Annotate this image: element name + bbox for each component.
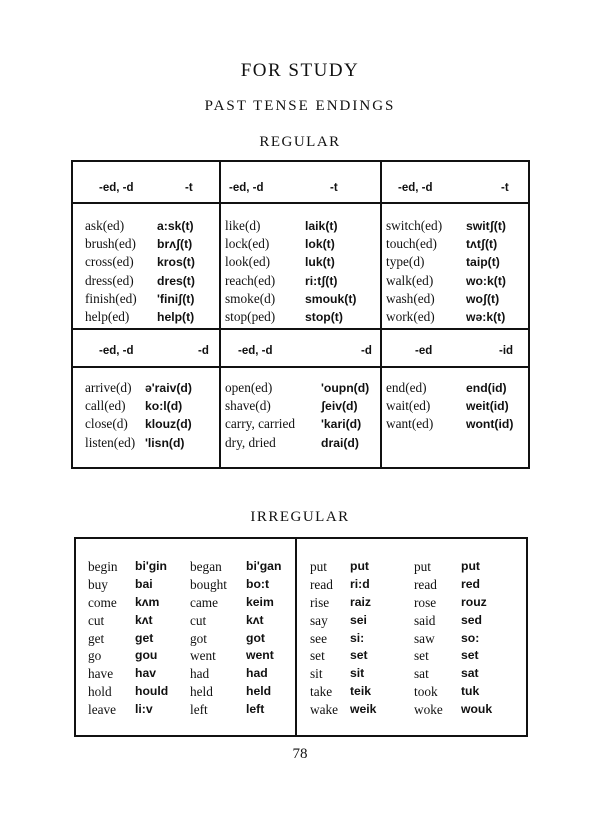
phonetic: put: [350, 559, 369, 573]
phonetic-list: [466, 217, 506, 326]
phonetic: get: [135, 630, 154, 645]
phonetic: klouz(d): [145, 417, 192, 432]
phonetic: 'oupn(d): [321, 381, 370, 395]
word: came: [190, 594, 219, 610]
phonetic: si:: [350, 630, 365, 645]
phonetic-list: [466, 379, 513, 434]
word: take: [310, 684, 333, 700]
phonetic-list: [145, 379, 192, 452]
word: wash(ed): [386, 290, 435, 306]
word: set: [310, 648, 325, 664]
word-list: [85, 379, 135, 452]
phonetic: li:v: [135, 702, 153, 717]
phonetic: 'kari(d): [321, 417, 362, 432]
past-form-list: [414, 558, 443, 719]
phonetic: 'lisn(d): [145, 435, 185, 450]
word: look(ed): [225, 254, 271, 270]
word: listen(ed): [85, 434, 136, 450]
phonetic: help(t): [157, 309, 195, 324]
phonetic-list: [305, 217, 356, 326]
word: call(ed): [85, 398, 126, 414]
phonetic: tʌtʃ(t): [466, 237, 498, 252]
phonetic-list: [157, 217, 195, 326]
word: wake: [310, 702, 339, 718]
phonetic: bo:t: [246, 576, 270, 591]
row-divider: [73, 202, 528, 204]
word: have: [88, 666, 114, 682]
column-header: -ed, -d: [238, 345, 273, 357]
column-header: -d: [198, 345, 209, 357]
phonetic: ko:l(d): [145, 399, 183, 414]
word: begin: [88, 559, 118, 574]
phonetic: keim: [246, 594, 274, 609]
word: cross(ed): [85, 254, 134, 270]
phonetic-list: [461, 558, 492, 719]
phonetic: hav: [135, 666, 157, 681]
word: took: [414, 684, 438, 700]
word: put: [310, 559, 327, 574]
word: go: [88, 648, 102, 664]
word: began: [190, 559, 222, 574]
phonetic: rouz: [461, 594, 487, 609]
word: reach(ed): [225, 272, 276, 288]
regular-heading: REGULAR: [259, 134, 341, 150]
phonetic: a:sk(t): [157, 219, 194, 233]
phonetic: raiz: [350, 594, 372, 609]
phonetic: end(id): [466, 381, 507, 395]
phonetic: went: [246, 648, 274, 663]
phonetic: gou: [135, 648, 158, 663]
phonetic: kros(t): [157, 255, 195, 270]
word: woke: [414, 702, 443, 718]
phonetic: sat: [461, 666, 479, 681]
word: open(ed): [225, 380, 273, 395]
word: read: [310, 576, 333, 592]
word: leave: [88, 702, 117, 718]
phonetic: tuk: [461, 684, 480, 699]
phonetic: stop(t): [305, 309, 343, 324]
column-header: -ed: [415, 345, 433, 357]
phonetic: switʃ(t): [466, 219, 506, 233]
word: rose: [414, 594, 437, 610]
column-header: -id: [499, 345, 514, 357]
phonetic: ə'raiv(d): [145, 381, 192, 395]
phonetic: sed: [461, 612, 483, 627]
phonetic: red: [461, 576, 480, 591]
phonetic-list: [135, 558, 168, 719]
word: sat: [414, 666, 429, 682]
column-header: -t: [185, 182, 193, 194]
word: arrive(d): [85, 380, 132, 395]
phonetic: brʌʃ(t): [157, 237, 193, 252]
phonetic: weik: [350, 702, 377, 717]
phonetic: ri:d: [350, 576, 370, 591]
word: had: [190, 666, 210, 682]
word: get: [88, 630, 105, 646]
column-header: -d: [361, 345, 372, 357]
past-form-list: [190, 558, 227, 719]
page-number: 78: [292, 746, 308, 762]
phonetic-list: [350, 558, 376, 719]
phonetic: ʃeiv(d): [321, 399, 358, 414]
word: cut: [190, 612, 207, 628]
phonetic: bai: [135, 576, 153, 591]
phonetic: weit(id): [466, 399, 509, 414]
phonetic: kʌt: [135, 612, 153, 627]
word: wait(ed): [386, 398, 431, 414]
phonetic: wouk: [461, 702, 493, 717]
phonetic: hould: [135, 684, 169, 699]
phonetic: luk(t): [305, 255, 335, 270]
phonetic: taip(t): [466, 255, 500, 270]
word: cut: [88, 612, 105, 628]
page-title: FOR STUDY: [240, 60, 360, 81]
phonetic: held: [246, 684, 272, 699]
word: went: [190, 648, 216, 664]
phonetic: wo:k(t): [466, 273, 506, 288]
word: sit: [310, 666, 323, 682]
word: set: [414, 648, 429, 664]
phonetic: bi'gan: [246, 559, 282, 573]
word: dress(ed): [85, 272, 134, 288]
word: touch(ed): [386, 236, 437, 252]
phonetic: set: [461, 648, 479, 663]
word: dry, dried: [225, 434, 276, 450]
column-header: -ed, -d: [398, 182, 433, 194]
phonetic: bi'gin: [135, 559, 168, 573]
phonetic: drai(d): [321, 435, 359, 450]
word: rise: [310, 594, 330, 610]
phonetic: lok(t): [305, 237, 335, 252]
phonetic: set: [350, 648, 368, 663]
word: shave(d): [225, 398, 271, 414]
word: carry, carried: [225, 416, 295, 432]
column-header: -ed, -d: [99, 182, 134, 194]
word: bought: [190, 576, 227, 592]
word: come: [88, 594, 117, 610]
word: say: [310, 612, 328, 628]
word-list: [225, 379, 295, 452]
phonetic: wə:k(t): [466, 309, 506, 324]
word: walk(ed): [386, 272, 434, 288]
word: read: [414, 576, 437, 592]
word: put: [414, 559, 431, 574]
row-divider: [73, 366, 528, 368]
phonetic: wont(id): [466, 417, 514, 432]
phonetic: had: [246, 666, 268, 681]
word-list: [85, 217, 137, 326]
word: got: [190, 630, 207, 646]
word: saw: [414, 630, 435, 646]
column-header: -t: [330, 182, 338, 194]
word: smoke(d): [225, 290, 276, 306]
phonetic: left: [246, 702, 265, 717]
phonetic: woʃ(t): [466, 291, 500, 306]
phonetic: kʌt: [246, 612, 264, 627]
word-list: [386, 217, 442, 326]
word: type(d): [386, 254, 425, 270]
irregular-heading: IRREGULAR: [250, 509, 350, 525]
phonetic: sei: [350, 612, 367, 627]
word: said: [414, 612, 436, 628]
phonetic: put: [461, 559, 480, 573]
word: left: [190, 702, 208, 718]
base-form-list: [310, 558, 338, 719]
phonetic: smouk(t): [305, 291, 357, 306]
word: want(ed): [386, 416, 434, 432]
word: close(d): [85, 416, 128, 432]
word: hold: [88, 684, 112, 700]
phonetic: dres(t): [157, 273, 195, 288]
word: buy: [88, 576, 108, 592]
phonetic: 'finiʃ(t): [157, 291, 195, 306]
word: end(ed): [386, 380, 427, 395]
column-divider: [380, 162, 382, 467]
word-list: [386, 379, 433, 434]
irregular-table: [74, 537, 528, 737]
row-divider: [73, 328, 528, 330]
column-divider: [295, 539, 297, 735]
word: held: [190, 684, 213, 700]
word: lock(ed): [225, 236, 270, 252]
phonetic: sit: [350, 666, 365, 681]
phonetic: ri:tʃ(t): [305, 273, 338, 288]
word: work(ed): [386, 308, 435, 324]
phonetic: laik(t): [305, 219, 338, 233]
column-divider: [219, 162, 221, 467]
word: switch(ed): [386, 218, 443, 233]
column-header: -ed, -d: [229, 182, 264, 194]
phonetic-list: [246, 558, 281, 719]
word: like(d): [225, 218, 261, 233]
phonetic: teik: [350, 684, 372, 699]
base-form-list: [88, 558, 118, 719]
regular-table: [71, 160, 530, 469]
word: ask(ed): [85, 218, 125, 233]
phonetic: kʌm: [135, 594, 160, 609]
word: brush(ed): [85, 236, 136, 252]
word-list: [225, 217, 275, 326]
word: help(ed): [85, 308, 130, 324]
word: finish(ed): [85, 290, 137, 306]
phonetic: so:: [461, 630, 480, 645]
phonetic-list: [321, 379, 369, 452]
phonetic: got: [246, 630, 265, 645]
column-header: -t: [501, 182, 509, 194]
column-header: -ed, -d: [99, 345, 134, 357]
page-subtitle: PAST TENSE ENDINGS: [204, 98, 396, 114]
word: see: [310, 630, 327, 646]
word: stop(ped): [225, 308, 276, 324]
